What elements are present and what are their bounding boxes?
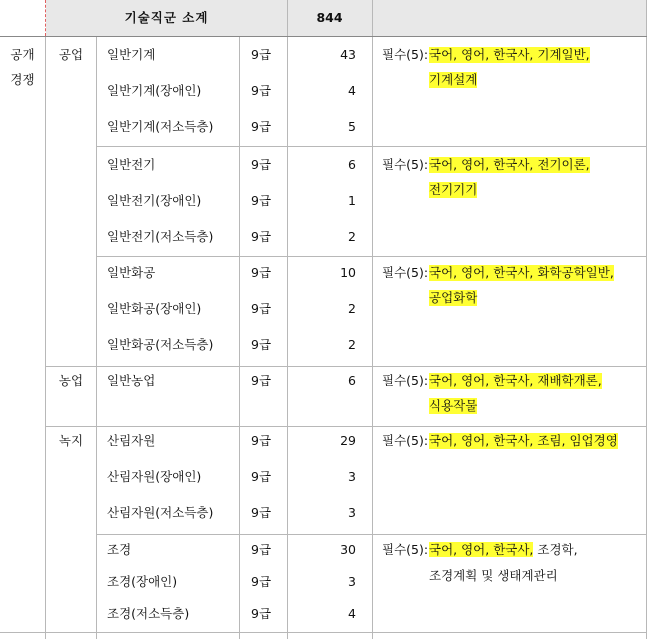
- row-grade: 9급: [251, 83, 272, 98]
- group-label-line1: 공개: [10, 47, 35, 62]
- row-count: 6: [348, 373, 356, 388]
- row-name: 산림자원(장애인): [107, 469, 202, 484]
- grid-line: [287, 0, 288, 639]
- row-grade: 9급: [251, 574, 272, 589]
- row-count: 3: [348, 574, 356, 589]
- row-count: 4: [348, 606, 356, 621]
- grid-line: [96, 36, 97, 639]
- row-count: 4: [348, 83, 356, 98]
- row-name: 일반화공(장애인): [107, 301, 202, 316]
- row-count: 5: [348, 119, 356, 134]
- row-name: 일반전기(저소득층): [107, 229, 214, 244]
- row-name: 일반전기(장애인): [107, 193, 202, 208]
- subject-prefix: 필수(5):: [382, 157, 429, 172]
- row-grade: 9급: [251, 505, 272, 520]
- subject-prefix: 필수(5):: [382, 47, 429, 62]
- row-count: 2: [348, 337, 356, 352]
- subject-line: 국어, 영어, 한국사, 기계일반,: [429, 47, 590, 62]
- subject-line: 전기기기: [429, 182, 478, 197]
- row-name: 일반농업: [107, 373, 156, 388]
- row-count: 3: [348, 505, 356, 520]
- subject-line: 공업화학: [429, 290, 478, 305]
- row-count: 2: [348, 229, 356, 244]
- grid-line: [96, 534, 647, 535]
- grid-line: [96, 146, 647, 147]
- row-name: 조경(장애인): [107, 574, 178, 589]
- subject-prefix: 필수(5):: [382, 433, 429, 448]
- row-grade: 9급: [251, 157, 272, 172]
- row-count: 30: [340, 542, 356, 557]
- subtotal-title: 기술직군 소계: [124, 10, 209, 25]
- row-name: 일반화공(저소득층): [107, 337, 214, 352]
- row-grade: 9급: [251, 229, 272, 244]
- row-name: 산림자원: [107, 433, 156, 448]
- subject-prefix: 필수(5):: [382, 542, 429, 557]
- subtotal-total: 844: [316, 10, 343, 25]
- subject-line: [429, 542, 578, 558]
- row-count: 6: [348, 157, 356, 172]
- category-forestry: 녹지: [58, 433, 84, 448]
- subject-prefix: 필수(5):: [382, 265, 429, 280]
- row-grade: 9급: [251, 606, 272, 621]
- subject-highlight: 국어, 영어, 한국사,: [429, 542, 534, 557]
- grid-line: [372, 0, 373, 639]
- row-name: 조경: [107, 542, 132, 557]
- subject-line: 국어, 영어, 한국사, 화학공학일반,: [429, 265, 614, 280]
- row-name: 산림자원(저소득층): [107, 505, 214, 520]
- subject-line: 국어, 영어, 한국사, 전기이론,: [429, 157, 590, 172]
- row-name: 일반기계(저소득층): [107, 119, 214, 134]
- row-count: 29: [340, 433, 356, 448]
- grid-line: [96, 256, 647, 257]
- grid-line: [46, 426, 647, 427]
- subtotal-subject-cell: [372, 0, 647, 36]
- row-count: 1: [348, 193, 356, 208]
- row-grade: 9급: [251, 542, 272, 557]
- category-agriculture: 농업: [58, 373, 84, 388]
- row-grade: 9급: [251, 119, 272, 134]
- row-count: 43: [340, 47, 356, 62]
- row-name: 일반전기: [107, 157, 156, 172]
- grid-line: [45, 36, 46, 639]
- row-grade: 9급: [251, 301, 272, 316]
- group-label-line2: 경쟁: [10, 72, 35, 87]
- row-grade: 9급: [251, 47, 272, 62]
- row-count: 2: [348, 301, 356, 316]
- subject-line: 국어, 영어, 한국사, 재배학개론,: [429, 373, 602, 388]
- row-grade: 9급: [251, 469, 272, 484]
- grid-line: [239, 36, 240, 639]
- row-grade: 9급: [251, 337, 272, 352]
- subject-line: 기계설계: [429, 72, 478, 87]
- row-count: 3: [348, 469, 356, 484]
- row-count: 10: [340, 265, 356, 280]
- grid-line: [46, 366, 647, 367]
- subject-prefix: 필수(5):: [382, 373, 429, 388]
- grid-line: [0, 632, 647, 633]
- row-grade: 9급: [251, 433, 272, 448]
- row-name: 일반기계(장애인): [107, 83, 202, 98]
- row-name: 일반기계: [107, 47, 156, 62]
- row-grade: 9급: [251, 265, 272, 280]
- row-grade: 9급: [251, 193, 272, 208]
- category-industry: 공업: [58, 47, 84, 62]
- row-grade: 9급: [251, 373, 272, 388]
- subject-plain: 조경학,: [533, 542, 578, 557]
- subject-line: 조경계획 및 생태계관리: [429, 568, 558, 583]
- subject-line: 식용작물: [429, 398, 478, 413]
- page-edge-marker: [45, 0, 47, 36]
- row-name: 일반화공: [107, 265, 156, 280]
- grid-line: [0, 36, 647, 37]
- subject-line: 국어, 영어, 한국사, 조림, 임업경영: [429, 433, 618, 448]
- row-name: 조경(저소득층): [107, 606, 190, 621]
